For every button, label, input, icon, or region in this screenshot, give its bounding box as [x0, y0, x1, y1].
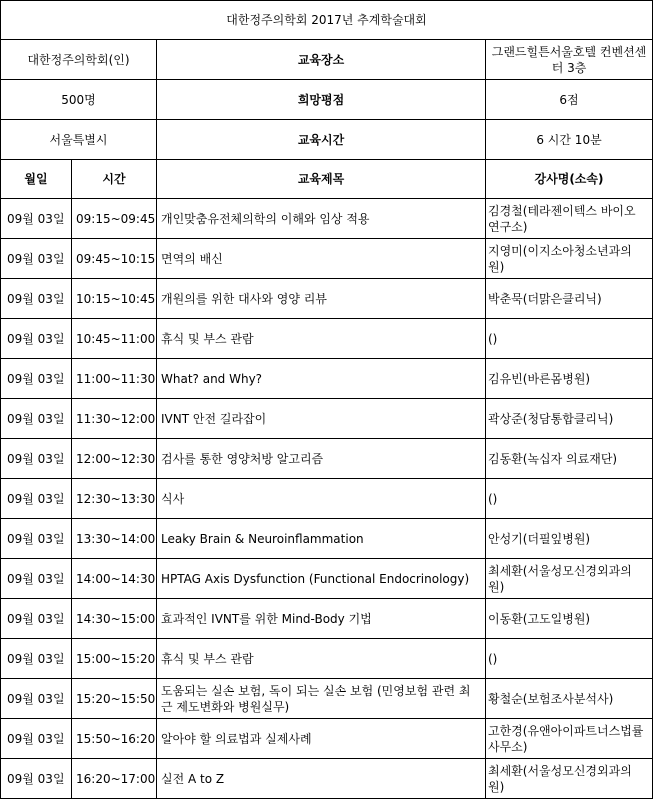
session-time: 15:50~16:20: [72, 719, 157, 759]
session-date: 09월 03일: [1, 639, 72, 679]
info-row-points: [1, 80, 653, 120]
hours-value: 6 시간 10분: [486, 120, 653, 160]
table-row: [1, 319, 653, 359]
table-row: [1, 759, 653, 799]
session-topic: 휴식 및 부스 관람: [157, 319, 486, 359]
table-row: [1, 519, 653, 559]
session-topic: Leaky Brain & Neuroinflammation: [157, 519, 486, 559]
session-speaker: 곽상준(청담통합클리닉): [486, 399, 653, 439]
session-date: 09월 03일: [1, 199, 72, 239]
session-topic: 휴식 및 부스 관람: [157, 639, 486, 679]
info-row-hours: [1, 120, 653, 160]
session-topic: IVNT 안전 길라잡이: [157, 399, 486, 439]
session-topic: 도움되는 실손 보험, 독이 되는 실손 보험 (민영보험 관련 최근 제도변화와 병원실무): [157, 679, 486, 719]
session-speaker: 황철순(보험조사분석사): [486, 679, 653, 719]
title-row: [1, 1, 653, 40]
session-topic: 알아야 할 의료법과 실제사례: [157, 719, 486, 759]
header-speaker: 강사명(소속): [486, 160, 653, 199]
capacity-value: 500명: [1, 80, 157, 120]
session-date: 09월 03일: [1, 399, 72, 439]
info-row-venue: [1, 40, 653, 80]
table-row: [1, 599, 653, 639]
session-date: 09월 03일: [1, 439, 72, 479]
points-value: 6점: [486, 80, 653, 120]
session-speaker: 이동환(고도일병원): [486, 599, 653, 639]
session-time: 14:30~15:00: [72, 599, 157, 639]
session-topic: 개인맞춤유전체의학의 이해와 임상 적용: [157, 199, 486, 239]
session-speaker: 김동환(녹십자 의료재단): [486, 439, 653, 479]
session-time: 13:30~14:00: [72, 519, 157, 559]
session-time: 09:15~09:45: [72, 199, 157, 239]
table-row: [1, 679, 653, 719]
table-row: [1, 279, 653, 319]
session-topic: HPTAG Axis Dysfunction (Functional Endocrinology): [157, 559, 486, 599]
session-topic: 검사를 통한 영양처방 알고리즘: [157, 439, 486, 479]
table-row: [1, 399, 653, 439]
venue-label: 교육장소: [157, 40, 486, 80]
session-speaker: (): [486, 639, 653, 679]
session-topic: 식사: [157, 479, 486, 519]
session-speaker: 고한경(유앤아이파트너스법률사무소): [486, 719, 653, 759]
session-date: 09월 03일: [1, 719, 72, 759]
session-topic: 개원의를 위한 대사와 영양 리뷰: [157, 279, 486, 319]
table-row: [1, 439, 653, 479]
table-row: [1, 359, 653, 399]
session-time: 10:15~10:45: [72, 279, 157, 319]
page-title: 대한정주의학회 2017년 추계학술대회: [1, 1, 653, 40]
session-time: 11:30~12:00: [72, 399, 157, 439]
session-speaker: 김경철(테라젠이텍스 바이오 연구소): [486, 199, 653, 239]
header-time: 시간: [72, 160, 157, 199]
session-speaker: 김유빈(바른몸병원): [486, 359, 653, 399]
venue-value: 그랜드힐튼서울호텔 컨벤션센터 3층: [486, 40, 653, 80]
points-label: 희망평점: [157, 80, 486, 120]
session-date: 09월 03일: [1, 599, 72, 639]
session-time: 11:00~11:30: [72, 359, 157, 399]
organizer-value: 대한정주의학회(인): [1, 40, 157, 80]
session-time: 15:00~15:20: [72, 639, 157, 679]
session-time: 09:45~10:15: [72, 239, 157, 279]
table-row: [1, 639, 653, 679]
session-date: 09월 03일: [1, 279, 72, 319]
session-speaker: 최세환(서울성모신경외과의원): [486, 559, 653, 599]
session-time: 14:00~14:30: [72, 559, 157, 599]
session-time: 15:20~15:50: [72, 679, 157, 719]
session-date: 09월 03일: [1, 759, 72, 799]
session-date: 09월 03일: [1, 679, 72, 719]
session-topic: 효과적인 IVNT를 위한 Mind-Body 기법: [157, 599, 486, 639]
session-date: 09월 03일: [1, 319, 72, 359]
region-value: 서울특별시: [1, 120, 157, 160]
table-row: [1, 479, 653, 519]
session-date: 09월 03일: [1, 239, 72, 279]
session-speaker: 박춘묵(더맑은클리닉): [486, 279, 653, 319]
table-row: [1, 559, 653, 599]
session-speaker: 지영미(이지소아청소년과의원): [486, 239, 653, 279]
session-topic: What? and Why?: [157, 359, 486, 399]
session-speaker: 안성기(더필잎병원): [486, 519, 653, 559]
session-date: 09월 03일: [1, 519, 72, 559]
session-time: 16:20~17:00: [72, 759, 157, 799]
table-row: [1, 199, 653, 239]
hours-label: 교육시간: [157, 120, 486, 160]
session-topic: 면역의 배신: [157, 239, 486, 279]
session-time: 12:00~12:30: [72, 439, 157, 479]
table-row: [1, 719, 653, 759]
session-speaker: (): [486, 319, 653, 359]
header-date: 월일: [1, 160, 72, 199]
schedule-header-row: [1, 160, 653, 199]
header-topic: 교육제목: [157, 160, 486, 199]
session-topic: 실전 A to Z: [157, 759, 486, 799]
session-date: 09월 03일: [1, 559, 72, 599]
session-speaker: 최세환(서울성모신경외과의원): [486, 759, 653, 799]
session-time: 10:45~11:00: [72, 319, 157, 359]
session-speaker: (): [486, 479, 653, 519]
table-row: [1, 239, 653, 279]
session-time: 12:30~13:30: [72, 479, 157, 519]
session-date: 09월 03일: [1, 479, 72, 519]
session-date: 09월 03일: [1, 359, 72, 399]
